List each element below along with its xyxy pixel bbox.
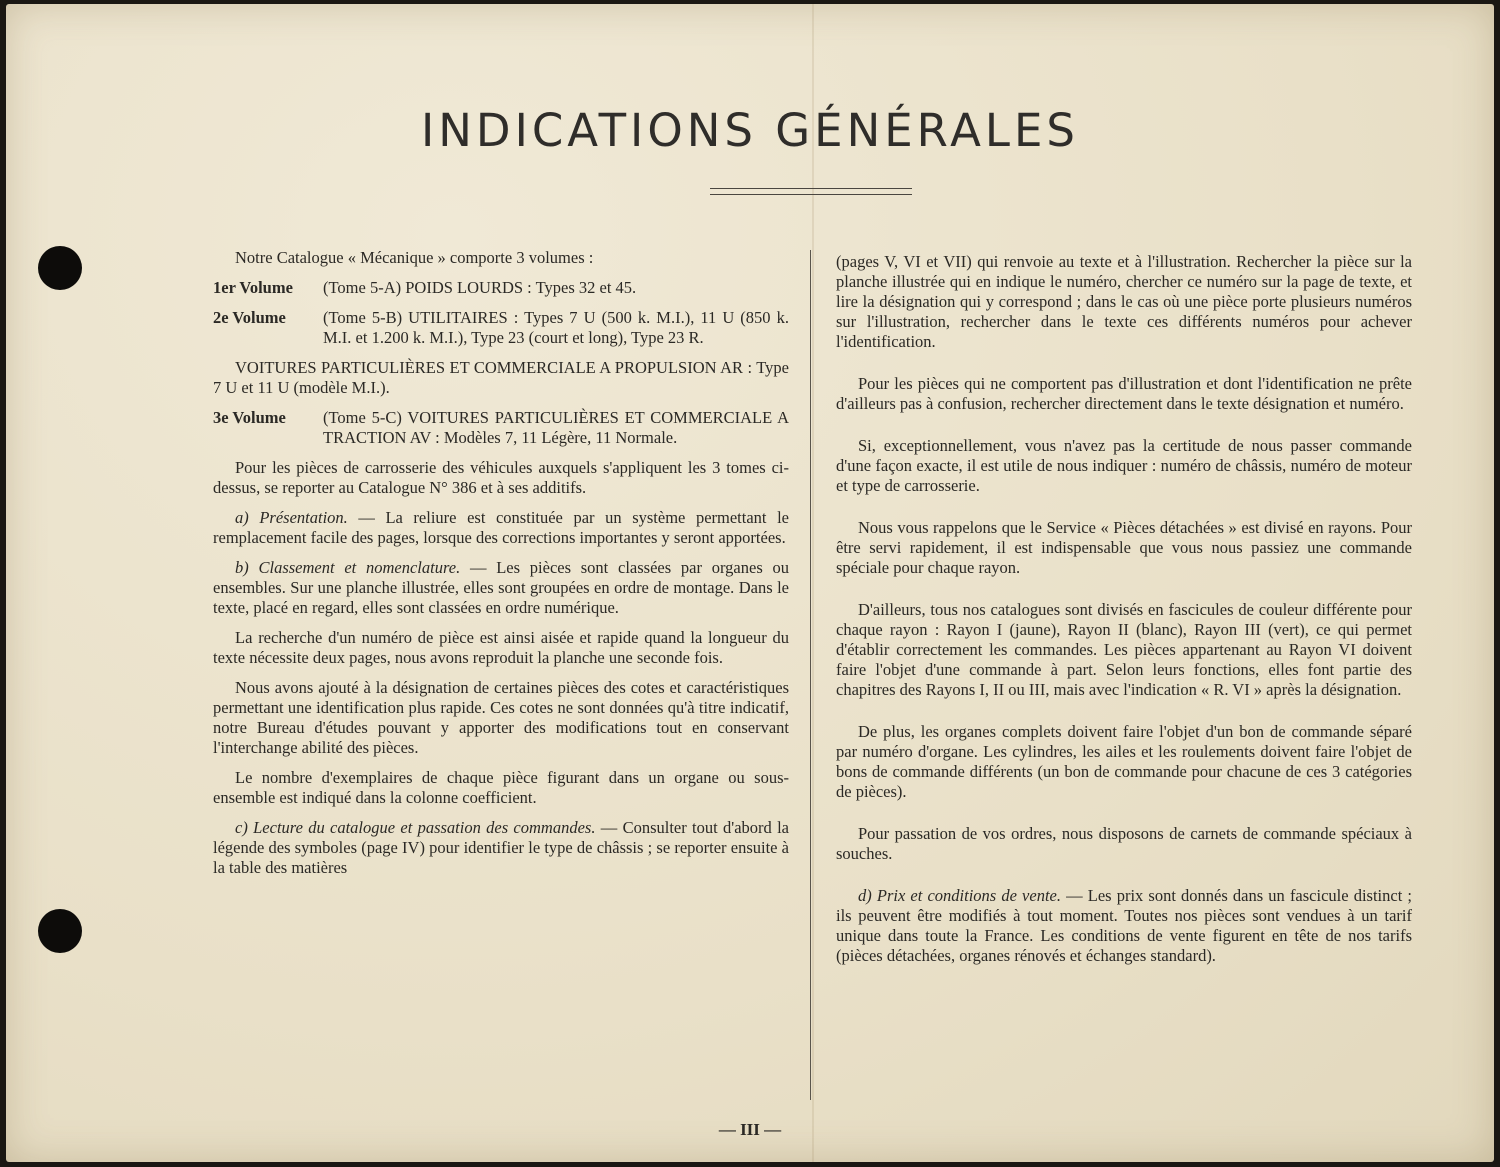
section-text: — Consulter tout d'abord la légende des symboles (page IV) pour identifier le type de châssis ; se reporter ensuite à la table des matières (213, 818, 789, 877)
volume-description: (Tome 5-C) VOITURES PARTICULIÈRES ET COMMERCIALE A TRACTION AV : Modèles 7, 11 Légère, 11 Normale. (323, 408, 789, 447)
section-heading: b) Classement et nomenclature. (235, 558, 461, 577)
volume-entry (213, 408, 789, 448)
right-column (836, 252, 1412, 988)
volume-description: (Tome 5-B) UTILITAIRES : Types 7 U (500 k. M.I.), 11 U (850 k. M.I. et 1.200 k. M.I.), Type 23 (court et long), Type 23 R. (323, 308, 789, 347)
volume-entry (213, 308, 789, 348)
intro-paragraph: Notre Catalogue « Mécanique » comporte 3 volumes : (235, 248, 594, 267)
page-number: — III — (718, 1120, 782, 1139)
organes-paragraph: De plus, les organes complets doivent faire l'objet d'un bon de commande séparé par numéro d'organe. Les cylindres, les ailes et les roulements doivent faire l'objet de bons de commande différents (un bon de commande pour chacune de ces 3 catégories de pièces). (836, 722, 1412, 801)
volume-label: 2e Volume (213, 308, 286, 327)
presentation-paragraph (213, 508, 789, 548)
lecture-paragraph (213, 818, 789, 878)
volume-label: 3e Volume (213, 408, 286, 427)
paper-fold (812, 4, 814, 1162)
left-column (213, 248, 789, 888)
exemplaires-paragraph: Le nombre d'exemplaires de chaque pièce figurant dans un organe ou sous-ensemble est indiqué dans la colonne coefficient. (213, 768, 789, 807)
section-text: — La reliure est constituée par un système permettant le remplacement facile des pages, lorsque des corrections importantes y seront apportées. (213, 508, 789, 547)
lecture-continued-paragraph: (pages V, VI et VII) qui renvoie au texte et à l'illustration. Rechercher la pièce sur la planche illustrée qui en indique le numéro, chercher ce numéro sur la page de texte, et lire la désignation qui y correspond ; dans le cas où une pièce porte plusieurs numéros sur l'illustration, rechercher dans le texte ces différents numéros pour achever l'identification. (836, 252, 1412, 351)
binder-hole-top (38, 246, 82, 290)
recherche-paragraph: La recherche d'un numéro de pièce est ainsi aisée et rapide quand la longueur du texte nécessite deux pages, nous avons reproduit la planche une seconde fois. (213, 628, 789, 667)
section-heading: a) Présentation. (235, 508, 348, 527)
carnets-paragraph: Pour passation de vos ordres, nous disposons de carnets de commande spéciaux à souches. (836, 824, 1412, 863)
section-text: — Les prix sont donnés dans un fascicule distinct ; ils peuvent être modifiés à tout moment. Toutes nos pièces sont vendues à un tarif unique dans toute la France. Les conditions de vente figurent en tête de nos tarifs (pièces détachées, organes rénovés et échanges standard). (836, 886, 1412, 965)
page-title: INDICATIONS GÉNÉRALES (421, 104, 1079, 157)
prix-paragraph (836, 886, 1412, 966)
volume-label: 1er Volume (213, 278, 293, 297)
volume-description: VOITURES PARTICULIÈRES ET COMMERCIALE A PROPULSION AR : Type 7 U et 11 U (modèle M.I.). (213, 358, 789, 397)
document-page (6, 4, 1494, 1162)
certitude-paragraph: Si, exceptionnellement, vous n'avez pas la certitude de nous passer commande d'une façon exacte, il est utile de nous indiquer : numéro de châssis, numéro de moteur et type de carrosserie. (836, 436, 1412, 495)
title-rule-bottom (710, 194, 912, 195)
fascicules-paragraph: D'ailleurs, tous nos catalogues sont divisés en fascicules de couleur différente pour chaque rayon : Rayon I (jaune), Rayon II (blanc), Rayon III (vert), ce qui permet d'établir correctement les commandes. Les pièces appartenant au Rayon VI doivent faire l'objet d'une commande à part. Selon leurs fonctions, elles font partie des chapitres des Rayons I, II ou III, mais avec l'indication « R. VI » après la désignation. (836, 600, 1412, 699)
rayons-paragraph: Nous vous rappelons que le Service « Pièces détachées » est divisé en rayons. Pour être servi rapidement, il est indispensable que vous nous passiez une commande spéciale pour chaque rayon. (836, 518, 1412, 577)
binder-hole-bottom (38, 909, 82, 953)
sans-illustration-paragraph: Pour les pièces qui ne comportent pas d'illustration et dont l'identification ne prête d'ailleurs pas à confusion, rechercher directement dans le texte désignation et numéro. (836, 374, 1412, 413)
section-text: — Les pièces sont classées par organes ou ensembles. Sur une planche illustrée, elles sont groupées en ordre de montage. Dans le texte, placé en regard, elles sont classées en ordre numérique. (213, 558, 789, 617)
carrosserie-paragraph: Pour les pièces de carrosserie des véhicules auxquels s'appliquent les 3 tomes ci-dessus, se reporter au Catalogue N° 386 et à ses additifs. (213, 458, 789, 497)
section-heading: c) Lecture du catalogue et passation des commandes. (235, 818, 596, 837)
title-rule-top (710, 188, 912, 189)
classement-paragraph (213, 558, 789, 618)
volume-entry (213, 278, 789, 298)
volume-description: (Tome 5-A) POIDS LOURDS : Types 32 et 45. (323, 278, 637, 297)
column-divider (810, 250, 811, 1100)
cotes-paragraph: Nous avons ajouté à la désignation de certaines pièces des cotes et caractéristiques permettant une identification plus rapide. Ces cotes ne sont données qu'à titre indicatif, notre Bureau d'études pouvant y apporter des modifications tout en conservant l'interchange abilité des pièces. (213, 678, 789, 757)
section-heading: d) Prix et conditions de vente. (858, 886, 1061, 905)
